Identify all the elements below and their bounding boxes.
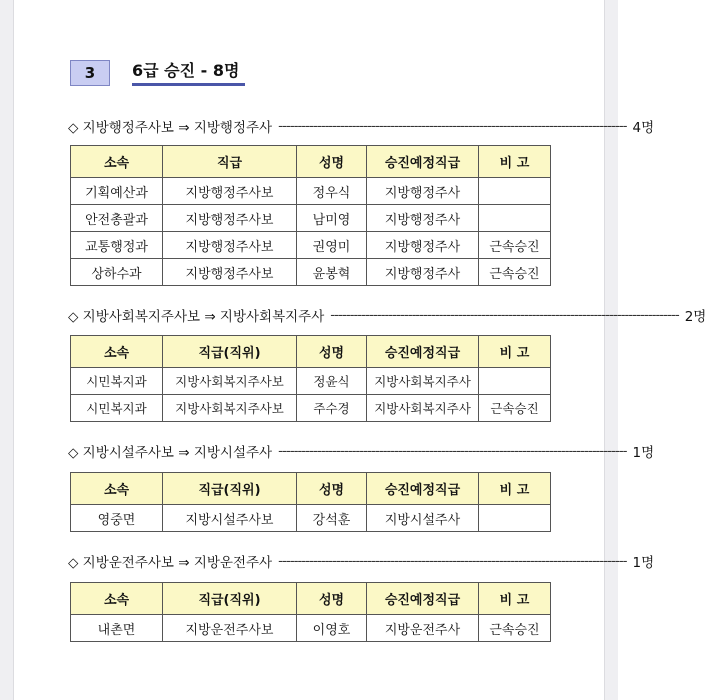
column-header: 비 고 — [479, 146, 551, 178]
column-header: 소속 — [71, 583, 163, 615]
column-header: 직급 — [163, 146, 297, 178]
column-header: 비 고 — [479, 336, 551, 368]
cell-grade: 지방운전주사보 — [163, 615, 297, 642]
cell-grade: 지방행정주사보 — [163, 178, 297, 205]
group-heading-text: ◇ 지방시설주사보 ⇒ 지방시설주사 — [68, 445, 273, 461]
table-row — [71, 232, 551, 259]
group-heading-welfare — [68, 305, 706, 325]
column-header: 직급(직위) — [163, 473, 297, 505]
column-header: 승진예정직급 — [367, 336, 479, 368]
cell-name: 남미영 — [297, 205, 367, 232]
section-title: 6급 승진 - 8명 — [132, 60, 245, 86]
column-header: 직급(직위) — [163, 336, 297, 368]
section-header — [70, 60, 245, 86]
group-heading-text: ◇ 지방운전주사보 ⇒ 지방운전주사 — [68, 555, 273, 571]
cell-department: 기획예산과 — [71, 178, 163, 205]
cell-grade: 지방사회복지주사보 — [163, 368, 297, 395]
cell-note: 근속승진 — [479, 615, 551, 642]
cell-target-grade: 지방행정주사 — [367, 232, 479, 259]
table-row — [71, 615, 551, 642]
table-row — [71, 178, 551, 205]
right-page-margin — [604, 0, 618, 700]
group-heading-admin — [68, 116, 655, 136]
column-header: 비 고 — [479, 473, 551, 505]
cell-note — [479, 505, 551, 532]
promotion-table-admin — [70, 145, 551, 286]
group-heading-text: ◇ 지방사회복지주사보 ⇒ 지방사회복지주사 — [68, 309, 325, 325]
cell-note: 근속승진 — [479, 232, 551, 259]
column-header: 성명 — [297, 146, 367, 178]
group-count: 1명 — [632, 445, 655, 461]
column-header: 성명 — [297, 336, 367, 368]
cell-department: 영중면 — [71, 505, 163, 532]
cell-name: 권영미 — [297, 232, 367, 259]
column-header: 소속 — [71, 473, 163, 505]
table-header-row — [71, 146, 551, 178]
table-row — [71, 368, 551, 395]
column-header: 소속 — [71, 336, 163, 368]
column-header: 승진예정직급 — [367, 473, 479, 505]
cell-department: 안전총괄과 — [71, 205, 163, 232]
cell-note — [479, 205, 551, 232]
section-number: 3 — [70, 60, 110, 86]
column-header: 비 고 — [479, 583, 551, 615]
cell-target-grade: 지방사회복지주사 — [367, 368, 479, 395]
dash-leader: ------------------------------------------------------------------------------------------ — [278, 443, 627, 459]
promotion-table-driving — [70, 582, 551, 642]
cell-note: 근속승진 — [479, 395, 551, 422]
dash-leader: ------------------------------------------------------------------------------------------ — [330, 307, 679, 323]
cell-department: 교통행정과 — [71, 232, 163, 259]
cell-grade: 지방행정주사보 — [163, 259, 297, 286]
column-header: 성명 — [297, 473, 367, 505]
table-row — [71, 205, 551, 232]
cell-name: 이영호 — [297, 615, 367, 642]
cell-name: 정윤식 — [297, 368, 367, 395]
cell-department: 시민복지과 — [71, 368, 163, 395]
cell-target-grade: 지방시설주사 — [367, 505, 479, 532]
cell-name: 강석훈 — [297, 505, 367, 532]
table-row — [71, 395, 551, 422]
cell-target-grade: 지방사회복지주사 — [367, 395, 479, 422]
table-header-row — [71, 336, 551, 368]
cell-name: 윤봉혁 — [297, 259, 367, 286]
promotion-table-facility — [70, 472, 551, 532]
column-header: 소속 — [71, 146, 163, 178]
cell-target-grade: 지방운전주사 — [367, 615, 479, 642]
promotion-table-welfare — [70, 335, 551, 422]
left-page-margin — [0, 0, 14, 700]
cell-grade: 지방시설주사보 — [163, 505, 297, 532]
cell-target-grade: 지방행정주사 — [367, 178, 479, 205]
cell-target-grade: 지방행정주사 — [367, 205, 479, 232]
group-heading-text: ◇ 지방행정주사보 ⇒ 지방행정주사 — [68, 120, 273, 136]
group-heading-facility — [68, 441, 655, 461]
table-row — [71, 505, 551, 532]
group-count: 1명 — [632, 555, 655, 571]
column-header: 성명 — [297, 583, 367, 615]
cell-note — [479, 368, 551, 395]
cell-note: 근속승진 — [479, 259, 551, 286]
dash-leader: ------------------------------------------------------------------------------------------ — [278, 118, 627, 134]
cell-department: 시민복지과 — [71, 395, 163, 422]
table-row — [71, 259, 551, 286]
cell-name: 주수경 — [297, 395, 367, 422]
column-header: 직급(직위) — [163, 583, 297, 615]
column-header: 승진예정직급 — [367, 146, 479, 178]
cell-grade: 지방행정주사보 — [163, 232, 297, 259]
cell-note — [479, 178, 551, 205]
cell-grade: 지방사회복지주사보 — [163, 395, 297, 422]
cell-grade: 지방행정주사보 — [163, 205, 297, 232]
dash-leader: ------------------------------------------------------------------------------------------ — [278, 553, 627, 569]
group-count: 4명 — [632, 120, 655, 136]
table-header-row — [71, 583, 551, 615]
group-count: 2명 — [684, 309, 706, 325]
cell-name: 정우식 — [297, 178, 367, 205]
group-heading-driving — [68, 551, 655, 571]
cell-target-grade: 지방행정주사 — [367, 259, 479, 286]
cell-department: 내촌면 — [71, 615, 163, 642]
cell-department: 상하수과 — [71, 259, 163, 286]
table-header-row — [71, 473, 551, 505]
column-header: 승진예정직급 — [367, 583, 479, 615]
